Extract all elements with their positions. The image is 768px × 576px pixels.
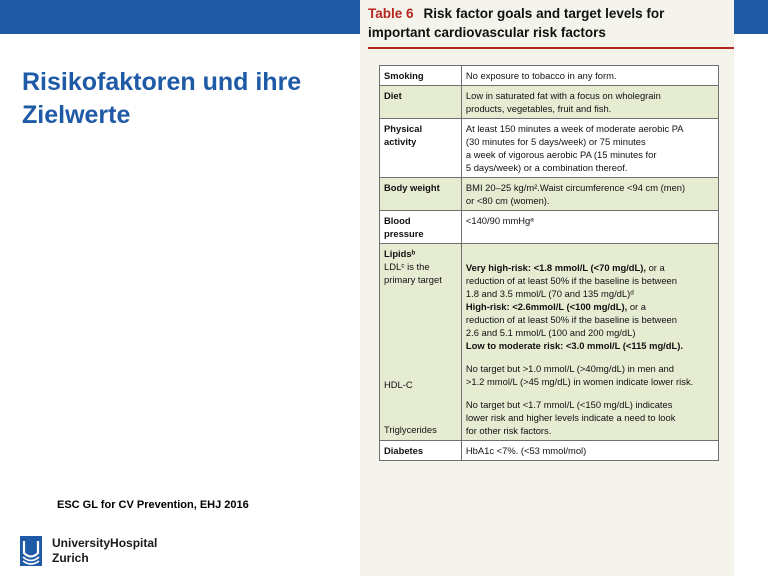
- row-text-line: (30 minutes for 5 days/week) or 75 minutes: [465, 136, 646, 147]
- row-text-line: BMI 20–25 kg/m².Waist circumference <94 cm (men): [465, 182, 686, 193]
- table-row-smoking: [380, 66, 719, 86]
- caption-rule: [368, 47, 734, 49]
- row-text-line: 2.6 and 5.1 mmol/L (100 and 200 mg/dL): [465, 327, 636, 338]
- row-value: HbA1c <7%. (<53 mmol/mol): [461, 441, 718, 461]
- row-label: [380, 211, 462, 244]
- row-value: No exposure to tobacco in any form.: [461, 66, 718, 86]
- table-number: Table 6: [368, 6, 414, 21]
- triglycerides-label: Triglycerides: [384, 424, 437, 435]
- lipids-label: Lipidsᵇ: [384, 248, 416, 259]
- very-high-risk-target: Very high-risk: <1.8 mmol/L (<70 mg/dL),: [465, 262, 646, 273]
- row-text: or a: [645, 262, 665, 273]
- table-caption: [368, 4, 734, 42]
- row-text-line: reduction of at least 50% if the baseline is between: [465, 314, 677, 325]
- ldl-label-line2: primary target: [384, 274, 442, 285]
- row-value: [461, 244, 718, 441]
- row-text-line: 5 days/week) or a combination thereof.: [465, 162, 628, 173]
- row-label-line: Blood: [384, 215, 411, 226]
- logo-text: [52, 536, 157, 566]
- row-text-line: or <80 cm (women).: [465, 195, 550, 206]
- table-row-body-weight: [380, 178, 719, 211]
- triglycerides-text-line: No target but <1.7 mmol/L (<150 mg/dL) indicates: [465, 399, 673, 410]
- table-title-line1: Risk factor goals and target levels for: [423, 6, 665, 21]
- slide-title-line2: Zielwerte: [22, 101, 131, 129]
- row-label-line: Physical: [384, 123, 423, 134]
- low-moderate-risk-target: Low to moderate risk: <3.0 mmol/L (<115 mg/dL).: [465, 340, 683, 351]
- row-value: <140/90 mmHgᵃ: [461, 211, 718, 244]
- row-label: [380, 119, 462, 178]
- row-value: [461, 86, 718, 119]
- row-label-line: pressure: [384, 228, 424, 239]
- row-text: or a: [627, 301, 646, 312]
- row-label: Body weight: [380, 178, 462, 211]
- row-label: [380, 244, 462, 441]
- row-text-line: products, vegetables, fruit and fish.: [465, 103, 612, 114]
- hdl-text-line: No target but >1.0 mmol/L (>40mg/dL) in men and: [465, 363, 674, 374]
- hdl-label: HDL-C: [384, 379, 413, 390]
- high-risk-target: High-risk: <2.6mmol/L (<100 mg/dL),: [465, 301, 628, 312]
- triglycerides-text-line: for other risk factors.: [465, 425, 552, 436]
- logo-text-line2: Zurich: [52, 551, 89, 565]
- table-row-diet: [380, 86, 719, 119]
- row-label: Smoking: [380, 66, 462, 86]
- slide-title-line1: Risikofaktoren und ihre: [22, 68, 302, 96]
- table-row-lipids: [380, 244, 719, 441]
- slide-title: [22, 66, 362, 132]
- row-text-line: At least 150 minutes a week of moderate aerobic PA: [465, 123, 684, 134]
- row-label: Diabetes: [380, 441, 462, 461]
- risk-factor-table: [379, 65, 719, 461]
- row-text-line: reduction of at least 50% if the baseline is between: [465, 275, 677, 286]
- row-value: [461, 119, 718, 178]
- table-title-line2: important cardiovascular risk factors: [368, 25, 606, 40]
- row-text-line: 1.8 and 3.5 mmol/L (70 and 135 mg/dL)ᵈ: [465, 288, 634, 299]
- row-value: [461, 178, 718, 211]
- table-row-physical-activity: [380, 119, 719, 178]
- table-row-diabetes: [380, 441, 719, 461]
- logo-text-line1: UniversityHospital: [52, 536, 158, 550]
- hdl-text-line: >1.2 mmol/L (>45 mg/dL) in women indicate lower risk.: [465, 376, 694, 387]
- table-row-blood-pressure: [380, 211, 719, 244]
- row-label: Diet: [380, 86, 462, 119]
- risk-factor-table-figure: [360, 0, 734, 576]
- row-label-line: activity: [384, 136, 417, 147]
- triglycerides-text-line: lower risk and higher levels indicate a need to look: [465, 412, 676, 423]
- ldl-label-line1: LDLᶜ is the: [384, 261, 430, 272]
- row-text-line: a week of vigorous aerobic PA (15 minutes for: [465, 149, 657, 160]
- university-hospital-logo: [20, 534, 220, 570]
- row-text-line: Low in saturated fat with a focus on wholegrain: [465, 90, 661, 101]
- university-hospital-logo-icon: [20, 536, 42, 566]
- source-citation: ESC GL for CV Prevention, EHJ 2016: [57, 499, 249, 511]
